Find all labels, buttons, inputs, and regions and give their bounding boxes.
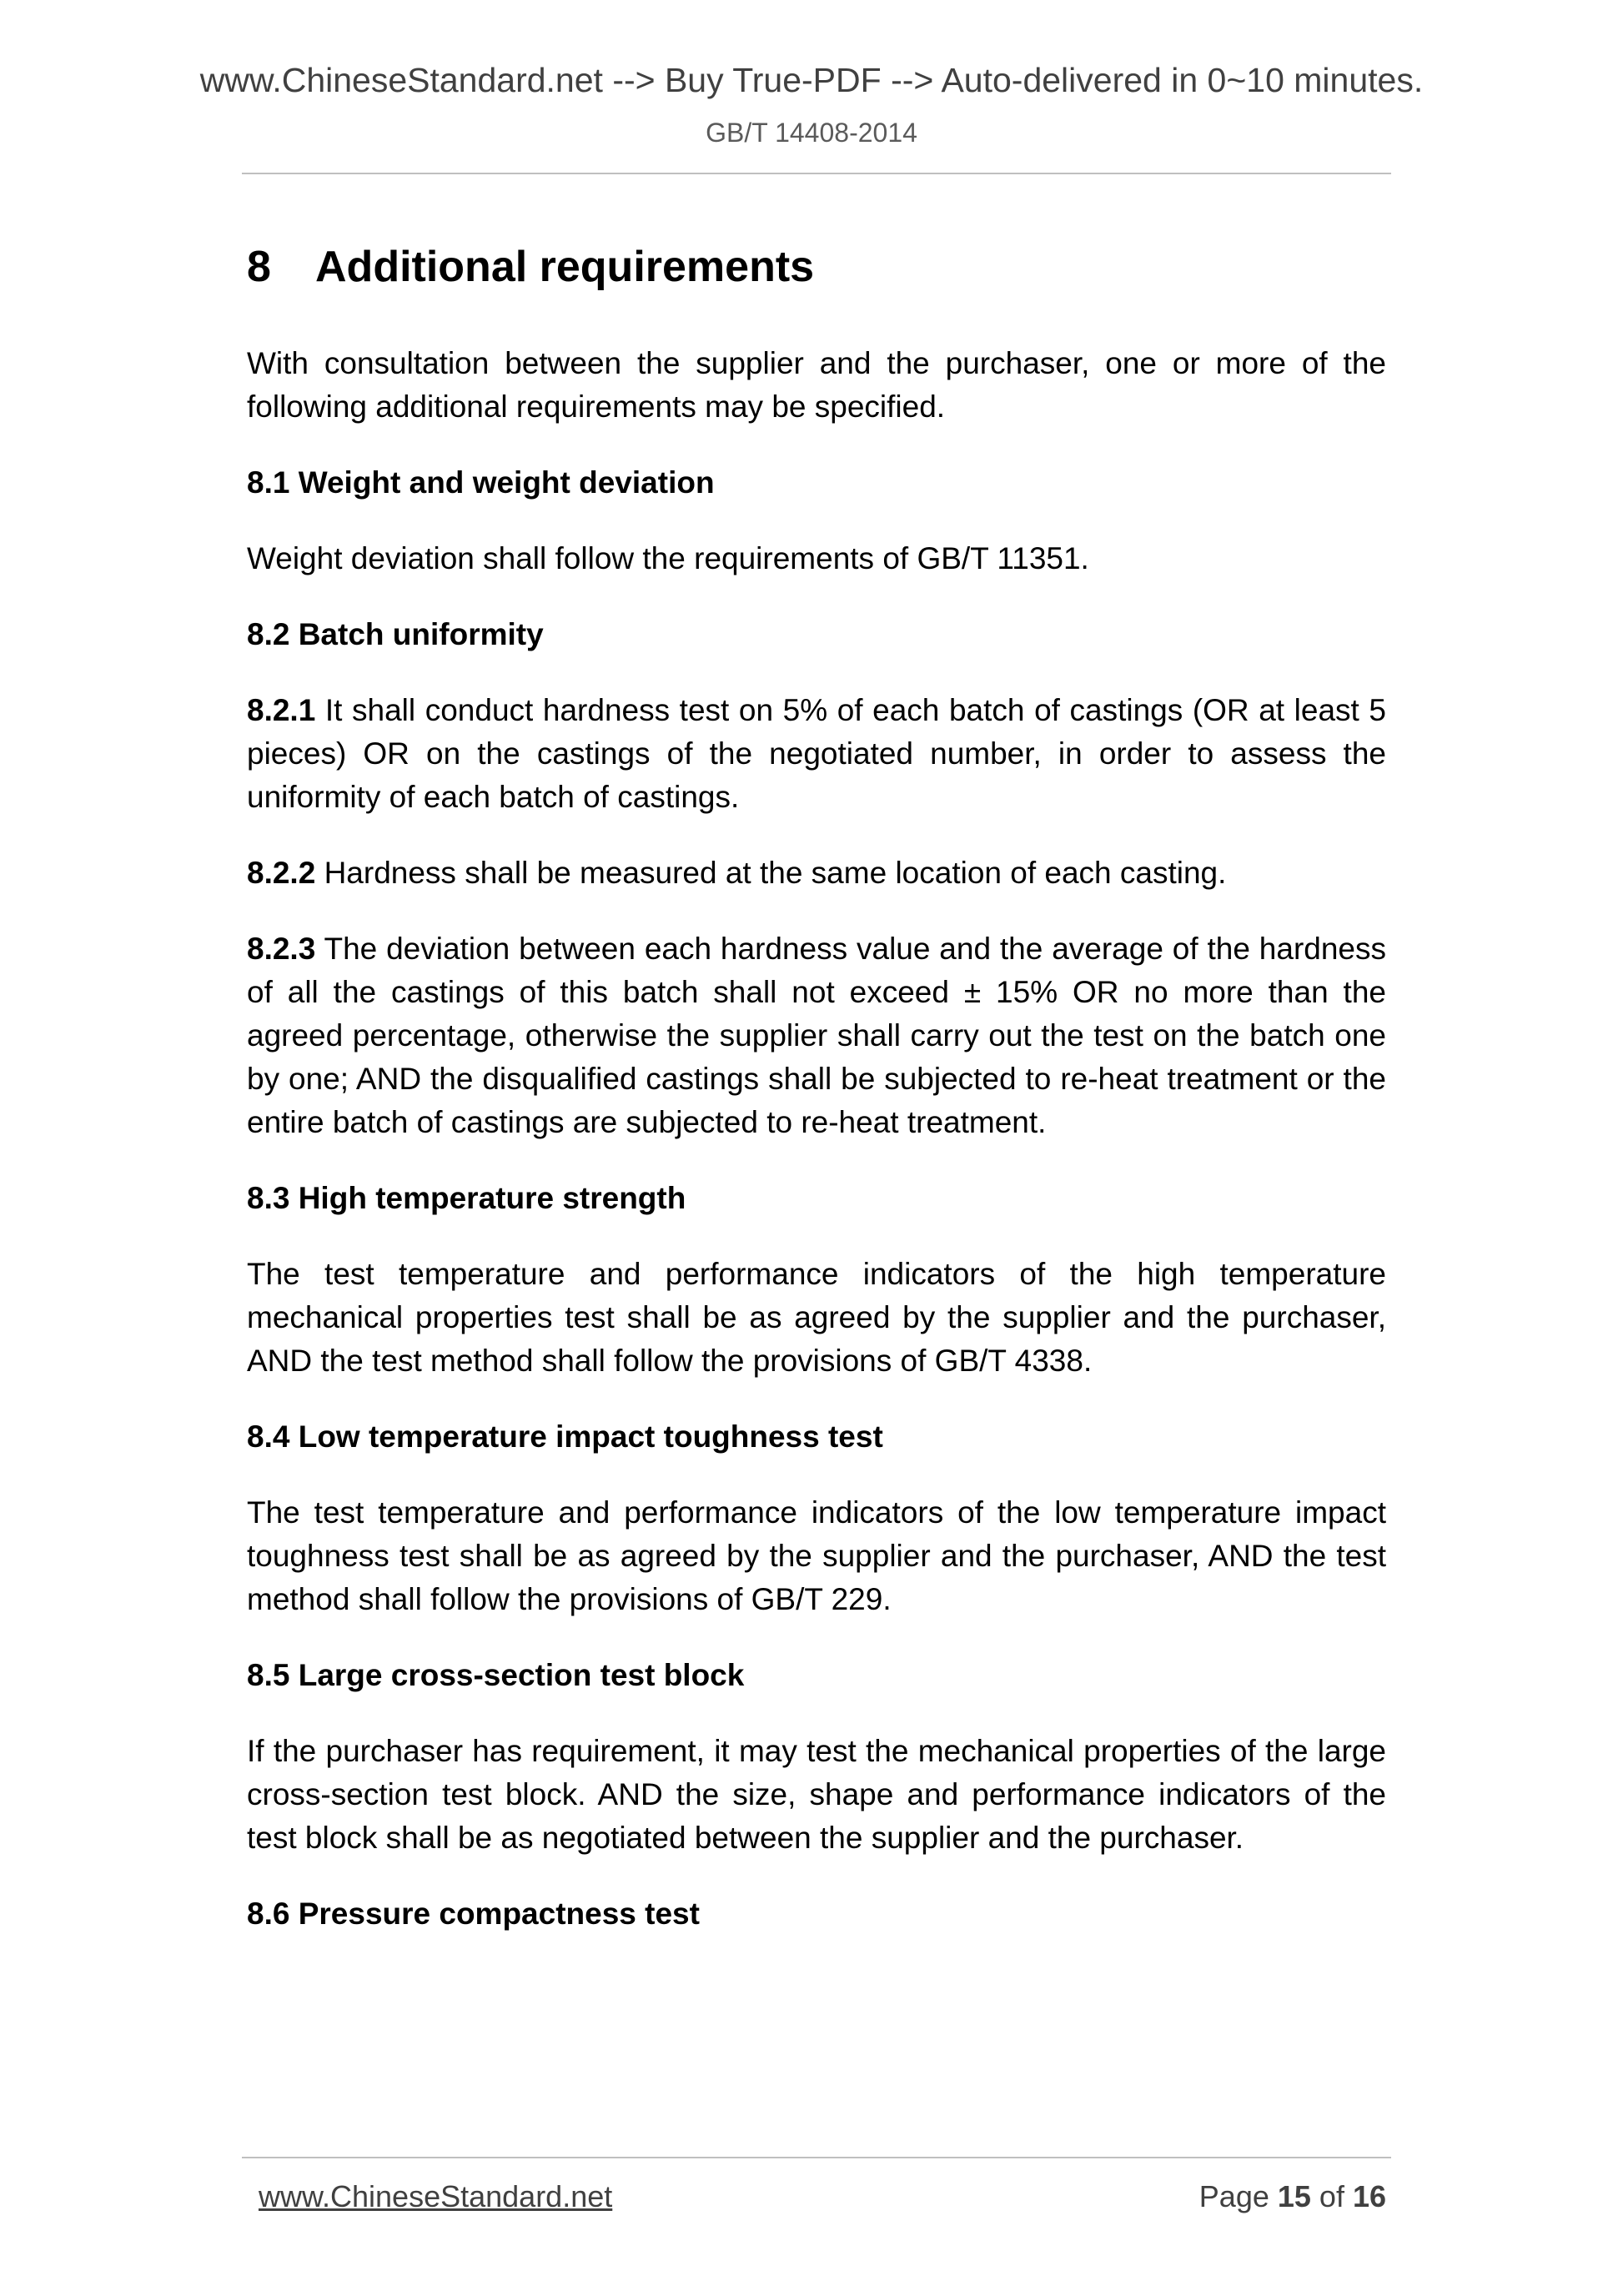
section-title [247, 235, 1386, 299]
heading-8-5: 8.5 Large cross-section test block [247, 1658, 745, 1692]
section-number: 8 [247, 243, 271, 291]
heading-8-2: 8.2 Batch uniformity [247, 617, 544, 651]
page-current: 15 [1277, 2179, 1311, 2213]
clause-8-2-3 [247, 927, 1386, 1144]
page-label: Page [1198, 2179, 1278, 2213]
clause-number: 8.2.2 [247, 856, 316, 890]
heading-8-6: 8.6 Pressure compactness test [247, 1897, 700, 1931]
page-total: 16 [1352, 2179, 1386, 2213]
clause-number: 8.2.1 [247, 693, 316, 727]
document-body [247, 235, 1386, 1968]
header-divider [242, 173, 1391, 174]
page-indicator [1199, 2178, 1386, 2214]
clause-text: The deviation between each hardness value and the average of the hardness of all the castings of this batch shall not exceed ± 15% OR no more than the agreed percentage, otherwise the supplier shall carry out the test on the batch one by one; AND the disqualified castings shall be subjected to re-heat treatment or the entire batch of castings are subjected to re-heat treatment. [247, 932, 1386, 1139]
heading-8-1: 8.1 Weight and weight deviation [247, 465, 715, 500]
clause-number: 8.2.3 [247, 932, 316, 966]
paragraph-8-3: The test temperature and performance indicators of the high temperature mechanical properties test shall be as agreed by the supplier and the purchaser, AND the test method shall follow the provisions of GB/T 4338. [247, 1257, 1386, 1378]
heading-8-3: 8.3 High temperature strength [247, 1181, 686, 1215]
clause-text: It shall conduct hardness test on 5% of each batch of castings (OR at least 5 pieces) OR on the castings of the negotiated number, in order to assess the uniformity of each batch of castings. [247, 693, 1386, 814]
paragraph-8-5: If the purchaser has requirement, it may test the mechanical properties of the large cross-section test block. AND the size, shape and performance indicators of the test block shall be as negotiated between the supplier and the purchaser. [247, 1734, 1386, 1855]
header-banner: www.ChineseStandard.net --> Buy True-PDF --> Auto-delivered in 0~10 minutes. [199, 61, 1424, 99]
section-title-text: Additional requirements [315, 243, 815, 291]
page-of-label: of [1310, 2179, 1353, 2213]
heading-8-4: 8.4 Low temperature impact toughness test [247, 1419, 883, 1454]
paragraph-8-4: The test temperature and performance indicators of the low temperature impact toughness test shall be as agreed by the supplier and the purchaser, AND the test method shall follow the provisions of GB/T 229. [247, 1495, 1386, 1616]
standard-id: GB/T 14408-2014 [706, 118, 917, 148]
clause-text: Hardness shall be measured at the same location of each casting. [315, 856, 1227, 890]
section-intro: With consultation between the supplier and the purchaser, one or more of the following additional requirements may be specified. [247, 346, 1386, 424]
footer-divider [242, 2157, 1391, 2158]
paragraph-8-1: Weight deviation shall follow the requirements of GB/T 11351. [247, 541, 1089, 575]
clause-8-2-2 [247, 852, 1386, 895]
clause-8-2-1 [247, 689, 1386, 819]
footer-site-link[interactable]: www.ChineseStandard.net [259, 2179, 613, 2213]
